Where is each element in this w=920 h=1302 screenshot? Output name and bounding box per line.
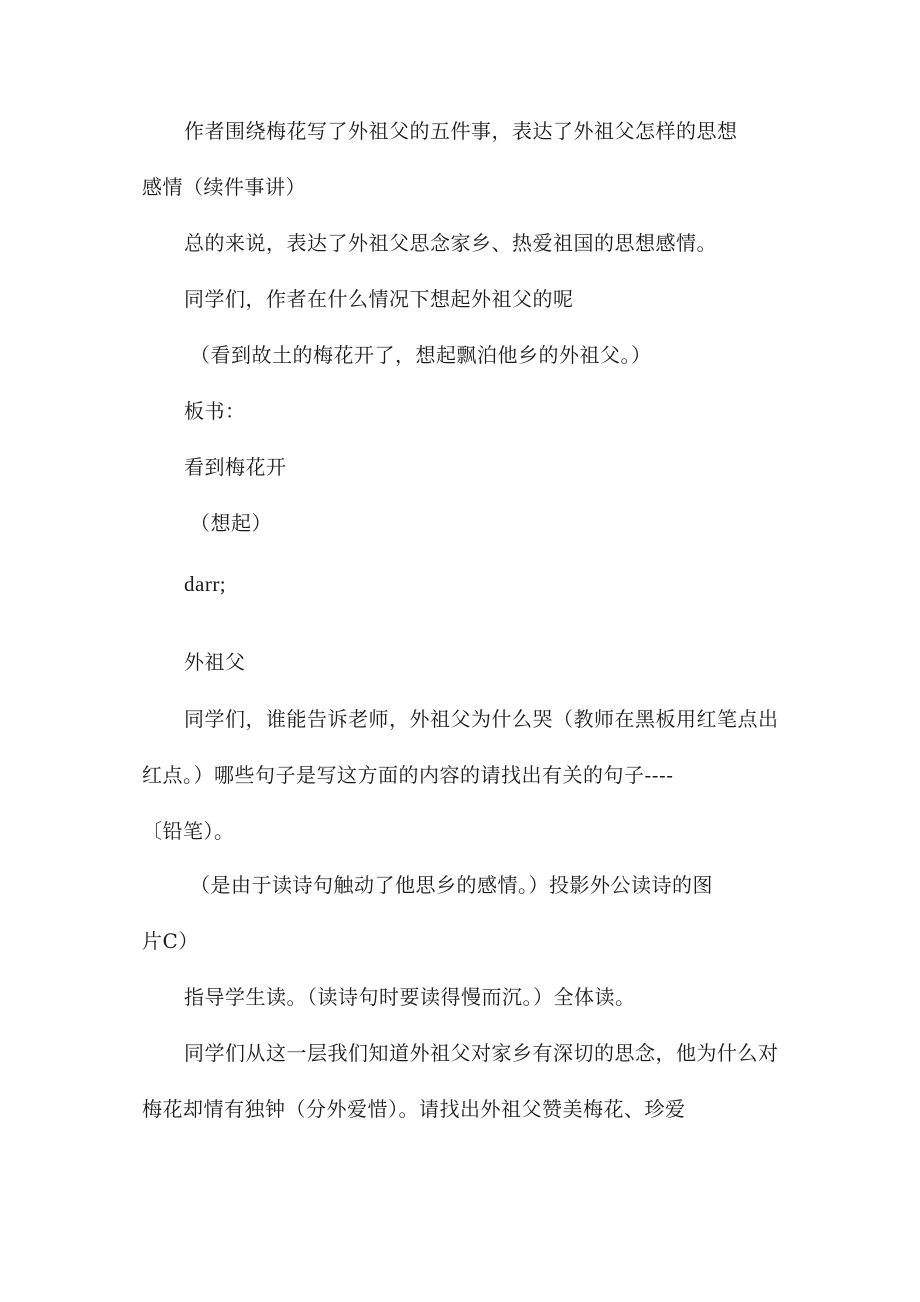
board-line-1: 看到梅花开: [184, 455, 287, 479]
paragraph-line-10: 片C）: [142, 929, 199, 953]
board-line-3: 外祖父: [184, 650, 246, 674]
paragraph-line-3: 总的来说，表达了外祖父思念家乡、热爱祖国的思想感情。: [184, 231, 717, 255]
paragraph-line-11: 指导学生读。（读诗句时要读得慢而沉。）全体读。: [184, 985, 636, 1009]
paragraph-line-6: 同学们，谁能告诉老师，外祖父为什么哭（教师在黑板用红笔点出: [184, 707, 779, 731]
paragraph-line-8: 〔铅笔）。: [142, 819, 235, 843]
board-heading: 板书：: [184, 399, 246, 423]
paragraph-line-12: 同学们从这一层我们知道外祖父对家乡有深切的思念，他为什么对: [184, 1041, 779, 1065]
paragraph-line-5: （看到故土的梅花开了，想起飘泊他乡的外祖父。）: [190, 343, 652, 367]
paragraph-line-2: 感情（续件事讲）: [142, 175, 306, 199]
paragraph-line-9: （是由于读诗句触动了他思乡的感情。）投影外公读诗的图: [190, 873, 713, 897]
board-arrow-text: darr;: [184, 572, 227, 596]
board-line-2: （想起）: [190, 511, 272, 535]
paragraph-line-7: 红点。）哪些句子是写这方面的内容的请找出有关的句子----: [142, 763, 674, 787]
paragraph-line-4: 同学们，作者在什么情况下想起外祖父的呢: [184, 287, 574, 311]
paragraph-line-1: 作者围绕梅花写了外祖父的五件事，表达了外祖父怎样的思想: [184, 119, 738, 143]
paragraph-line-13: 梅花却情有独钟（分外爱惜）。请找出外祖父赞美梅花、珍爱: [142, 1097, 686, 1121]
